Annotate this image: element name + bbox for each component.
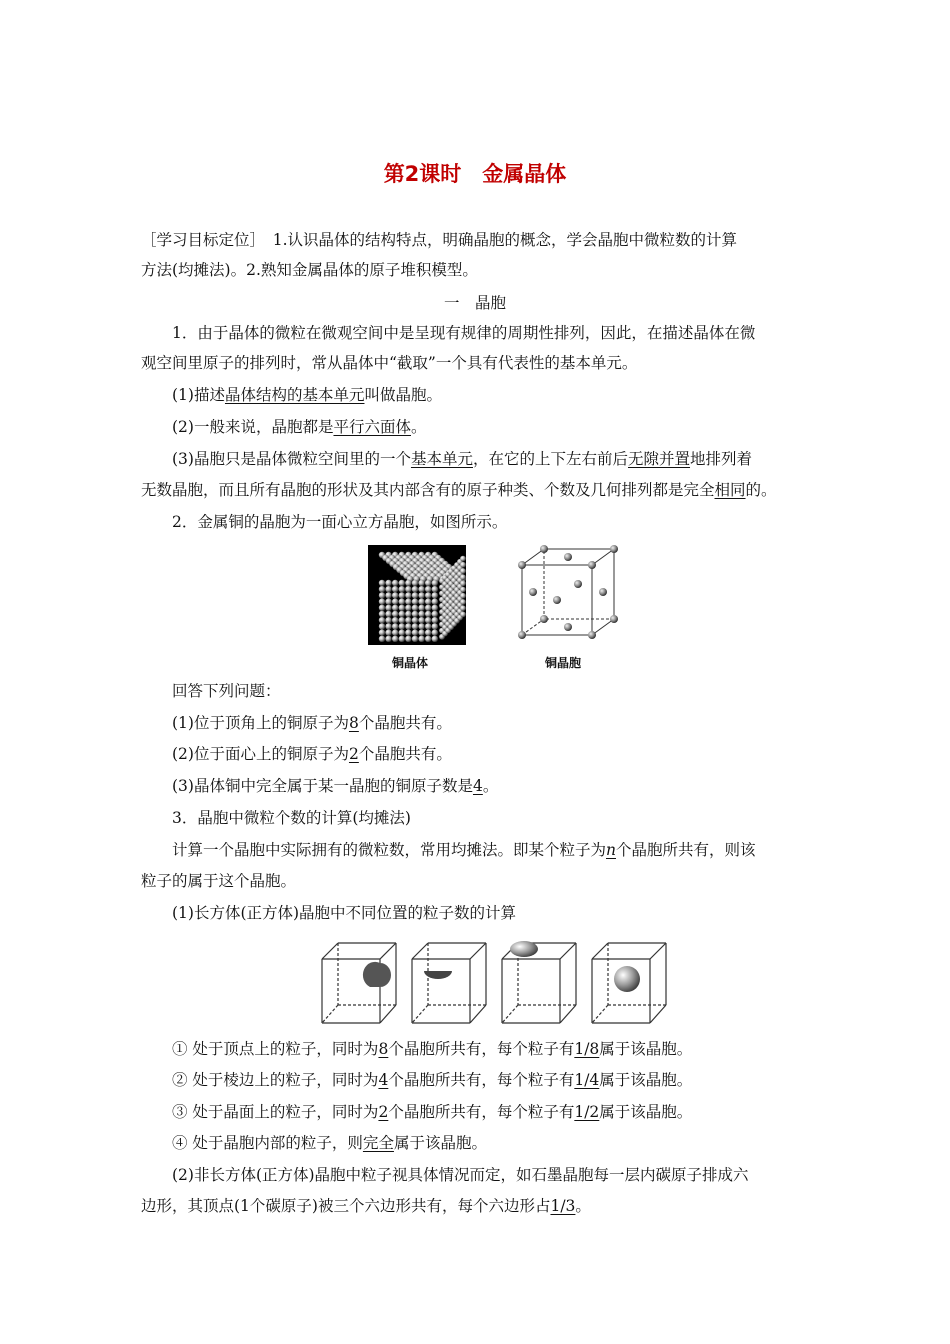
crystal-atom bbox=[425, 629, 431, 635]
crystal-atom bbox=[460, 593, 466, 599]
cube-hidden-edge bbox=[412, 1005, 428, 1023]
subsection-2-line-2: 边形，其顶点(1个碳原子)被三个六边形共有，每个六边形占1/3。 bbox=[141, 1197, 591, 1215]
crystal-atom bbox=[460, 562, 466, 568]
crystal-atom bbox=[399, 636, 405, 642]
answer-blank: 4 bbox=[472, 777, 483, 795]
crystal-atom bbox=[379, 592, 385, 598]
answer-blank: 1/4 bbox=[574, 1071, 600, 1089]
para1-line-2: 观空间里原子的排列时，常从晶体中“截取”一个具有代表性的基本单元。 bbox=[141, 354, 638, 372]
answer-blank: n bbox=[606, 841, 616, 859]
crystal-atom bbox=[385, 586, 391, 592]
crystal-atom bbox=[399, 586, 405, 592]
crystal-atom bbox=[425, 598, 431, 604]
crystal-atom bbox=[412, 598, 418, 604]
crystal-atom bbox=[379, 611, 385, 617]
cube-hidden-edge bbox=[502, 1005, 518, 1023]
answer-blank: 1/8 bbox=[574, 1040, 600, 1058]
cube-edge bbox=[412, 943, 428, 959]
crystal-atom bbox=[460, 605, 466, 611]
crystal-atom bbox=[460, 568, 466, 574]
crystal-atom bbox=[385, 580, 391, 586]
crystal-atom bbox=[379, 605, 385, 611]
crystal-atom bbox=[460, 599, 466, 605]
crystal-atom bbox=[418, 605, 424, 611]
particle-position-diagrams bbox=[318, 937, 668, 1027]
crystal-atom bbox=[418, 617, 424, 623]
answer-intro: 回答下列问题： bbox=[172, 682, 281, 700]
crystal-atom bbox=[425, 611, 431, 617]
caption-copper-cell: 铜晶胞 bbox=[545, 656, 582, 670]
crystal-atom bbox=[432, 592, 438, 598]
crystal-atom bbox=[412, 629, 418, 635]
crystal-atom bbox=[425, 636, 431, 642]
cube-edge bbox=[380, 943, 396, 959]
crystal-atom bbox=[418, 580, 424, 586]
goal-line-2: 方法(均摊法)。2.熟知金属晶体的原子堆积模型。 bbox=[141, 261, 478, 279]
crystal-atom bbox=[432, 629, 438, 635]
crystal-atom bbox=[418, 586, 424, 592]
answer-blank: 无隙并置 bbox=[628, 450, 691, 468]
cube-edge bbox=[592, 943, 608, 959]
crystal-atom bbox=[418, 592, 424, 598]
crystal-atom bbox=[385, 623, 391, 629]
para3-line-2: 粒子的属于这个晶胞。 bbox=[141, 872, 297, 890]
case-1: ① 处于顶点上的粒子，同时为8个晶胞所共有，每个粒子有1/8属于该晶胞。 bbox=[172, 1040, 693, 1058]
crystal-atom bbox=[425, 592, 431, 598]
crystal-atom bbox=[425, 580, 431, 586]
question-3: (3)晶体铜中完全属于某一晶胞的铜原子数是4。 bbox=[172, 777, 499, 795]
cube-edge bbox=[650, 943, 666, 959]
subsection-2-line-1: (2)非长方体(正方体)晶胞中粒子视具体情况而定，如石墨晶胞每一层内碳原子排成六 bbox=[172, 1166, 749, 1184]
crystal-atom bbox=[425, 586, 431, 592]
crystal-atom bbox=[425, 605, 431, 611]
crystal-atom bbox=[392, 623, 398, 629]
caption-copper-crystal: 铜晶体 bbox=[392, 656, 429, 670]
answer-blank: 8 bbox=[348, 714, 359, 732]
copper-unit-cell-diagram bbox=[510, 543, 626, 643]
crystal-atom bbox=[392, 592, 398, 598]
crystal-atom bbox=[412, 605, 418, 611]
case-3: ③ 处于晶面上的粒子，同时为2个晶胞所共有，每个粒子有1/2属于该晶胞。 bbox=[172, 1103, 693, 1121]
crystal-atom bbox=[399, 629, 405, 635]
crystal-atom bbox=[432, 611, 438, 617]
crystal-atom bbox=[405, 636, 411, 642]
crystal-atom bbox=[405, 580, 411, 586]
crystal-atom bbox=[412, 611, 418, 617]
crystal-atom bbox=[405, 598, 411, 604]
subsection-1: (1)长方体(正方体)晶胞中不同位置的粒子数的计算 bbox=[172, 904, 517, 922]
crystal-atom bbox=[385, 611, 391, 617]
crystal-atom bbox=[418, 636, 424, 642]
crystal-atom bbox=[460, 612, 466, 618]
crystal-atom bbox=[412, 580, 418, 586]
crystal-atom bbox=[379, 629, 385, 635]
crystal-atom bbox=[432, 580, 438, 586]
answer-blank: 晶体结构的基本单元 bbox=[224, 386, 365, 404]
crystal-atom bbox=[432, 605, 438, 611]
crystal-atom bbox=[460, 587, 466, 593]
crystal-atom bbox=[405, 617, 411, 623]
crystal-atom bbox=[379, 598, 385, 604]
cube-edge bbox=[322, 943, 338, 959]
crystal-atom bbox=[385, 592, 391, 598]
vertex-particle bbox=[363, 962, 391, 987]
crystal-atom bbox=[432, 623, 438, 629]
crystal-atom bbox=[399, 617, 405, 623]
crystal-atom bbox=[405, 623, 411, 629]
crystal-atom bbox=[432, 636, 438, 642]
copper-crystal-image bbox=[368, 545, 466, 645]
crystal-atom bbox=[385, 617, 391, 623]
interior-particle bbox=[614, 966, 640, 992]
answer-blank: 8 bbox=[378, 1040, 389, 1058]
crystal-atom bbox=[392, 598, 398, 604]
crystal-atom bbox=[418, 598, 424, 604]
case-2: ② 处于棱边上的粒子，同时为4个晶胞所共有，每个粒子有1/4属于该晶胞。 bbox=[172, 1071, 693, 1089]
answer-blank: 平行六面体 bbox=[333, 418, 411, 436]
crystal-atom bbox=[405, 629, 411, 635]
crystal-atom bbox=[418, 611, 424, 617]
answer-blank: 2 bbox=[378, 1103, 389, 1121]
crystal-atom bbox=[405, 605, 411, 611]
crystal-atom bbox=[432, 598, 438, 604]
answer-blank: 完全 bbox=[362, 1134, 394, 1152]
cube-edge bbox=[470, 943, 486, 959]
para3-line-1: 计算一个晶胞中实际拥有的微粒数，常用均摊法。即某个粒子为n个晶胞所共有，则该 bbox=[172, 841, 756, 859]
crystal-atom bbox=[412, 636, 418, 642]
answer-blank: 2 bbox=[348, 745, 359, 763]
crystal-atom bbox=[405, 586, 411, 592]
crystal-atom bbox=[392, 580, 398, 586]
crystal-atom bbox=[379, 623, 385, 629]
crystal-atom bbox=[460, 556, 466, 562]
crystal-atom bbox=[412, 623, 418, 629]
face-particle bbox=[510, 941, 538, 957]
crystal-atom bbox=[392, 586, 398, 592]
crystal-atom bbox=[392, 617, 398, 623]
crystal-atom bbox=[379, 586, 385, 592]
crystal-atom bbox=[399, 623, 405, 629]
para3-heading: 3．晶胞中微粒个数的计算(均摊法) bbox=[172, 809, 411, 827]
question-1: (1)位于顶角上的铜原子为8个晶胞共有。 bbox=[172, 714, 452, 732]
item-3-line-1: (3)晶胞只是晶体微粒空间里的一个基本单元，在它的上下左右前后无隙并置地排列着 bbox=[172, 450, 753, 468]
crystal-atom bbox=[412, 586, 418, 592]
answer-blank: 1/2 bbox=[574, 1103, 600, 1121]
answer-blank: 4 bbox=[378, 1071, 389, 1089]
section-heading: 一 晶胞 bbox=[443, 294, 506, 312]
para1-line-1: 1．由于晶体的微粒在微观空间中是呈现有规律的周期性排列，因此，在描述晶体在微 bbox=[172, 324, 756, 342]
para2: 2．金属铜的晶胞为一面心立方晶胞，如图所示。 bbox=[172, 513, 508, 531]
crystal-atom bbox=[412, 592, 418, 598]
crystal-atom bbox=[379, 636, 385, 642]
crystal-atom bbox=[385, 636, 391, 642]
crystal-atom bbox=[432, 586, 438, 592]
crystal-atom bbox=[399, 605, 405, 611]
crystal-atom bbox=[425, 623, 431, 629]
crystal-atom bbox=[412, 617, 418, 623]
crystal-atom bbox=[405, 592, 411, 598]
item-1: (1)描述晶体结构的基本单元叫做晶胞。 bbox=[172, 386, 442, 404]
edge-particle bbox=[424, 971, 452, 979]
crystal-atom bbox=[392, 636, 398, 642]
case-4: ④ 处于晶胞内部的粒子，则完全属于该晶胞。 bbox=[172, 1134, 487, 1152]
answer-blank: 相同 bbox=[714, 481, 746, 499]
crystal-atom bbox=[432, 617, 438, 623]
crystal-atom bbox=[399, 592, 405, 598]
crystal-atom bbox=[425, 617, 431, 623]
cube-edge bbox=[650, 1005, 666, 1023]
cube-edge bbox=[560, 943, 576, 959]
crystal-atom bbox=[460, 581, 466, 587]
answer-blank: 1/3 bbox=[550, 1197, 576, 1215]
crystal-atom bbox=[379, 580, 385, 586]
crystal-atom bbox=[405, 611, 411, 617]
cube-hidden-edge bbox=[322, 1005, 338, 1023]
crystal-atom bbox=[392, 605, 398, 611]
crystal-atom bbox=[399, 598, 405, 604]
answer-blank: 基本单元 bbox=[410, 450, 473, 468]
crystal-atom bbox=[392, 629, 398, 635]
cube-edge bbox=[560, 1005, 576, 1023]
crystal-atom bbox=[379, 617, 385, 623]
crystal-atom bbox=[385, 629, 391, 635]
goal-line-1: ［学习目标定位］ 1.认识晶体的结构特点，明确晶胞的概念，学会晶胞中微粒数的计算 bbox=[141, 231, 738, 249]
item-3-line-2: 无数晶胞，而且所有晶胞的形状及其内部含有的原子种类、个数及几何排列都是完全相同的。 bbox=[141, 481, 777, 499]
item-2: (2)一般来说，晶胞都是平行六面体。 bbox=[172, 418, 427, 436]
page-title: 第2课时 金属晶体 bbox=[383, 162, 567, 186]
cube-hidden-edge bbox=[592, 1005, 608, 1023]
cube-edge bbox=[470, 1005, 486, 1023]
crystal-atom bbox=[385, 605, 391, 611]
crystal-atom bbox=[392, 611, 398, 617]
crystal-atom bbox=[385, 598, 391, 604]
crystal-atom bbox=[418, 629, 424, 635]
crystal-atom bbox=[460, 574, 466, 580]
crystal-atom bbox=[399, 611, 405, 617]
question-2: (2)位于面心上的铜原子为2个晶胞共有。 bbox=[172, 745, 452, 763]
crystal-atom bbox=[399, 580, 405, 586]
crystal-atom bbox=[418, 623, 424, 629]
cube-edge bbox=[380, 1005, 396, 1023]
